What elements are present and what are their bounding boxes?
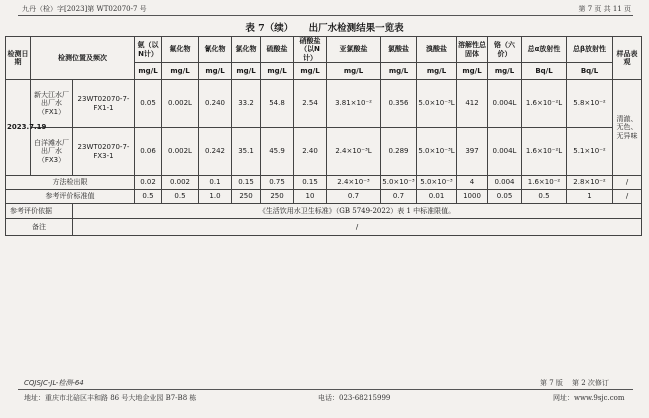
col-location: 检测位置及频次	[31, 37, 135, 80]
value-cell: 1.6×10⁻²L	[522, 128, 567, 176]
table-row	[6, 128, 642, 176]
value-cell: 2.54	[294, 80, 327, 128]
unit-cell: mg/L	[162, 63, 199, 80]
results-table	[5, 36, 642, 236]
revision: 第 2 次修订	[572, 379, 609, 387]
value-cell: 0.05	[488, 190, 522, 204]
value-cell: /	[613, 190, 642, 204]
value-cell: 0.15	[294, 176, 327, 190]
table-name: 出厂水检测结果一览表	[308, 23, 404, 34]
address: 地址：重庆市北碚区丰和路 86 号大地企业园 B7-B8 栋	[24, 394, 197, 402]
value-cell: 5.0×10⁻³	[417, 176, 457, 190]
site-name: 新大江水厂出厂水（FX1）	[31, 80, 73, 128]
unit-cell: mg/L	[232, 63, 261, 80]
value-cell: 0.240	[199, 80, 232, 128]
col-sulfate: 硫酸盐	[261, 37, 294, 63]
website: 网址：www.9sjc.com	[553, 394, 625, 402]
value-cell: 0.7	[327, 190, 381, 204]
value-cell: 33.2	[232, 80, 261, 128]
value-cell: 0.356	[381, 80, 417, 128]
value-cell: 5.0×10⁻³	[381, 176, 417, 190]
col-nitrate: 硝酸盐（以N计）	[294, 37, 327, 63]
col-alpha: 总α放射性	[522, 37, 567, 63]
unit-cell: mg/L	[135, 63, 162, 80]
value-cell: 0.002	[162, 176, 199, 190]
value-cell: 0.01	[417, 190, 457, 204]
basis-label: 参考评价依据	[6, 204, 73, 219]
table-title	[0, 20, 649, 34]
remark-label: 备注	[6, 219, 73, 236]
unit-cell: Bq/L	[567, 63, 613, 80]
col-beta: 总β放射性	[567, 37, 613, 63]
value-cell: 0.02	[135, 176, 162, 190]
form-code: CQJSJC-JL-检测-64	[24, 379, 84, 387]
sample-code: 23WT02070-7-FX3-1	[73, 128, 135, 176]
value-cell: 4	[457, 176, 488, 190]
value-cell: 0.06	[135, 128, 162, 176]
col-chlorate: 氯酸盐	[381, 37, 417, 63]
value-cell: 2.40	[294, 128, 327, 176]
header-row	[6, 37, 642, 63]
col-tds: 溶解性总固体	[457, 37, 488, 63]
value-cell: 1.6×10⁻²L	[522, 80, 567, 128]
table-number: 表 7（续）	[245, 23, 294, 34]
edition: 第 7 版	[540, 379, 563, 387]
value-cell: 2.4×10⁻³L	[327, 128, 381, 176]
standard-row	[6, 190, 642, 204]
basis-row	[6, 204, 642, 219]
value-cell: 5.0×10⁻³L	[417, 128, 457, 176]
value-cell: 5.8×10⁻²	[567, 80, 613, 128]
value-cell: 397	[457, 128, 488, 176]
value-cell: 0.05	[135, 80, 162, 128]
page-indicator: 第 7 页 共 11 页	[578, 5, 631, 13]
col-bromate: 溴酸盐	[417, 37, 457, 63]
appearance-value: 清澈、无色、无异味	[613, 80, 642, 176]
unit-cell: mg/L	[457, 63, 488, 80]
detection-limit-label: 方法检出限	[6, 176, 135, 190]
table-row	[6, 80, 642, 128]
remark-text: /	[73, 219, 642, 236]
remark-row	[6, 219, 642, 236]
phone: 电话：023-68215999	[318, 394, 391, 402]
value-cell: 0.5	[522, 190, 567, 204]
col-date: 检测日期	[6, 37, 31, 80]
value-cell: 0.002L	[162, 80, 199, 128]
value-cell: 0.242	[199, 128, 232, 176]
col-appearance: 样品表观	[613, 37, 642, 80]
value-cell: 0.75	[261, 176, 294, 190]
value-cell: 0.7	[381, 190, 417, 204]
col-fluoride: 氟化物	[162, 37, 199, 63]
unit-cell: mg/L	[417, 63, 457, 80]
value-cell: /	[613, 176, 642, 190]
col-chloride: 氯化物	[232, 37, 261, 63]
unit-cell: mg/L	[327, 63, 381, 80]
value-cell: 0.004L	[488, 128, 522, 176]
value-cell: 0.004	[488, 176, 522, 190]
report-number: 九丹（检）字[2023]第 WT02070-7 号	[22, 5, 147, 13]
unit-cell: mg/L	[199, 63, 232, 80]
basis-text: 《生活饮用水卫生标准》（GB 5749-2022）表 1 中标准限值。	[73, 204, 642, 219]
col-ammonia: 氨（以N计）	[135, 37, 162, 63]
value-cell: 0.5	[135, 190, 162, 204]
col-chlorite: 亚氯酸盐	[327, 37, 381, 63]
value-cell: 1000	[457, 190, 488, 204]
col-cyanide: 氰化物	[199, 37, 232, 63]
value-cell: 0.5	[162, 190, 199, 204]
value-cell: 5.1×10⁻²	[567, 128, 613, 176]
value-cell: 412	[457, 80, 488, 128]
sample-date: 2023.7.19	[6, 80, 31, 176]
unit-cell: mg/L	[488, 63, 522, 80]
unit-cell: Bq/L	[522, 63, 567, 80]
col-chromium: 铬（六价）	[488, 37, 522, 63]
value-cell: 35.1	[232, 128, 261, 176]
detection-limit-row	[6, 176, 642, 190]
value-cell: 1	[567, 190, 613, 204]
footer-rule	[18, 389, 633, 390]
value-cell: 0.002L	[162, 128, 199, 176]
value-cell: 0.1	[199, 176, 232, 190]
value-cell: 54.8	[261, 80, 294, 128]
value-cell: 1.6×10⁻²	[522, 176, 567, 190]
sample-code: 23WT02070-7-FX1-1	[73, 80, 135, 128]
unit-cell: mg/L	[261, 63, 294, 80]
standard-label: 参考评价标准值	[6, 190, 135, 204]
value-cell: 45.9	[261, 128, 294, 176]
value-cell: 0.289	[381, 128, 417, 176]
value-cell: 3.81×10⁻²	[327, 80, 381, 128]
header-rule	[18, 15, 633, 16]
value-cell: 0.004L	[488, 80, 522, 128]
value-cell: 10	[294, 190, 327, 204]
value-cell: 2.4×10⁻³	[327, 176, 381, 190]
value-cell: 0.15	[232, 176, 261, 190]
value-cell: 2.8×10⁻²	[567, 176, 613, 190]
unit-cell: mg/L	[381, 63, 417, 80]
value-cell: 1.0	[199, 190, 232, 204]
value-cell: 5.0×10⁻³L	[417, 80, 457, 128]
value-cell: 250	[261, 190, 294, 204]
value-cell: 250	[232, 190, 261, 204]
unit-cell: mg/L	[294, 63, 327, 80]
site-name: 白洋滩水厂出厂水（FX3）	[31, 128, 73, 176]
